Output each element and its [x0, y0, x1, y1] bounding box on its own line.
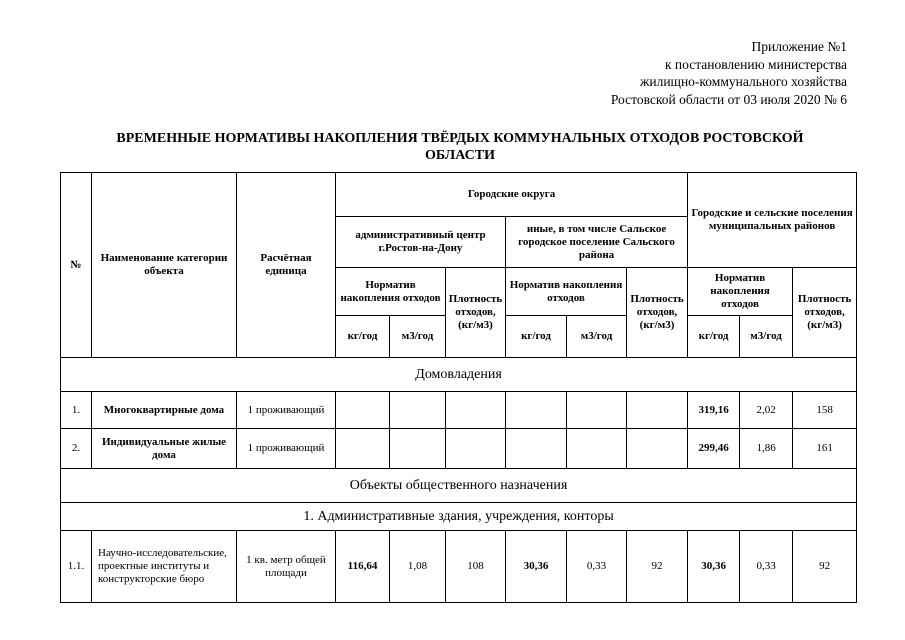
- other-density: [627, 429, 688, 469]
- admin-kg: 116,64: [336, 531, 390, 603]
- col-header-unit: Расчётная единица: [237, 173, 336, 358]
- rural-density: 92: [793, 531, 857, 603]
- other-kg: [506, 392, 567, 429]
- col-header-name: Наименование категории объекта: [92, 173, 237, 358]
- document-header: [611, 38, 847, 108]
- rural-density: 161: [793, 429, 857, 469]
- density-header-rural: Плотность отходов, (кг/м3): [793, 268, 857, 358]
- table-row: [61, 531, 857, 603]
- title-line-2: ОБЛАСТИ: [425, 148, 495, 163]
- col-header-number: №: [61, 173, 92, 358]
- section-housing: Домовладения: [61, 358, 857, 392]
- admin-m3: [390, 429, 446, 469]
- rural-m3: 0,33: [740, 531, 793, 603]
- density-header-admin: Плотность отходов, (кг/м3): [446, 268, 506, 358]
- title-line-1: ВРЕМЕННЫЕ НОРМАТИВЫ НАКОПЛЕНИЯ ТВЁРДЫХ КОММУНАЛЬНЫХ ОТХОДОВ РОСТОВСКОЙ: [116, 131, 804, 146]
- unit-header-kg: кг/год: [688, 316, 740, 358]
- group-header-city: Городские округа: [336, 173, 688, 217]
- unit-header-kg: кг/год: [506, 316, 567, 358]
- norm-header-rural: Норматив накопления отходов: [688, 268, 793, 316]
- group-header-admin-center: административный центр г.Ростов-на-Дону: [336, 217, 506, 268]
- rural-m3: 2,02: [740, 392, 793, 429]
- table-row: [61, 392, 857, 429]
- group-header-rural: Городские и сельские поселения муниципальных районов: [688, 173, 857, 268]
- row-unit: 1 проживающий: [237, 429, 336, 469]
- rural-kg: 319,16: [688, 392, 740, 429]
- rural-density: 158: [793, 392, 857, 429]
- row-unit: 1 кв. метр общей площади: [237, 531, 336, 603]
- row-number: 2.: [61, 429, 92, 469]
- rural-m3: 1,86: [740, 429, 793, 469]
- other-m3: [567, 392, 627, 429]
- header-line-1: Приложение №1: [751, 39, 847, 54]
- norm-header-other: Норматив накопления отходов: [506, 268, 627, 316]
- row-name: Научно-исследовательские, проектные институты и конструкторские бюро: [92, 531, 237, 603]
- section-public: Объекты общественного назначения: [61, 469, 857, 503]
- admin-density: [446, 429, 506, 469]
- admin-kg: [336, 429, 390, 469]
- admin-density: [446, 392, 506, 429]
- norm-header-admin: Норматив накопления отходов: [336, 268, 446, 316]
- row-unit: 1 проживающий: [237, 392, 336, 429]
- unit-header-m3: м3/год: [390, 316, 446, 358]
- table-row: [61, 429, 857, 469]
- admin-m3: 1,08: [390, 531, 446, 603]
- other-density: [627, 392, 688, 429]
- subsection-admin-buildings: 1. Административные здания, учреждения, конторы: [61, 503, 857, 531]
- admin-kg: [336, 392, 390, 429]
- unit-header-kg: кг/год: [336, 316, 390, 358]
- admin-m3: [390, 392, 446, 429]
- header-line-2: к постановлению министерства: [664, 56, 847, 72]
- other-m3: 0,33: [567, 531, 627, 603]
- rural-kg: 30,36: [688, 531, 740, 603]
- row-name: Индивидуальные жилые дома: [92, 429, 237, 469]
- group-header-other: иные, в том числе Сальское городское поселение Сальского района: [506, 217, 688, 268]
- other-density: 92: [627, 531, 688, 603]
- header-line-4: Ростовской области от 03 июля 2020 № 6: [610, 91, 847, 107]
- other-m3: [567, 429, 627, 469]
- row-name: Многоквартирные дома: [92, 392, 237, 429]
- row-number: 1.: [61, 392, 92, 429]
- other-kg: [506, 429, 567, 469]
- unit-header-m3: м3/год: [567, 316, 627, 358]
- density-header-other: Плотность отходов, (кг/м3): [627, 268, 688, 358]
- other-kg: 30,36: [506, 531, 567, 603]
- row-number: 1.1.: [61, 531, 92, 603]
- unit-header-m3: м3/год: [740, 316, 793, 358]
- norms-table: [60, 172, 857, 603]
- rural-kg: 299,46: [688, 429, 740, 469]
- header-line-3: жилищно-коммунального хозяйства: [640, 74, 847, 89]
- admin-density: 108: [446, 531, 506, 603]
- document-title: [60, 130, 860, 164]
